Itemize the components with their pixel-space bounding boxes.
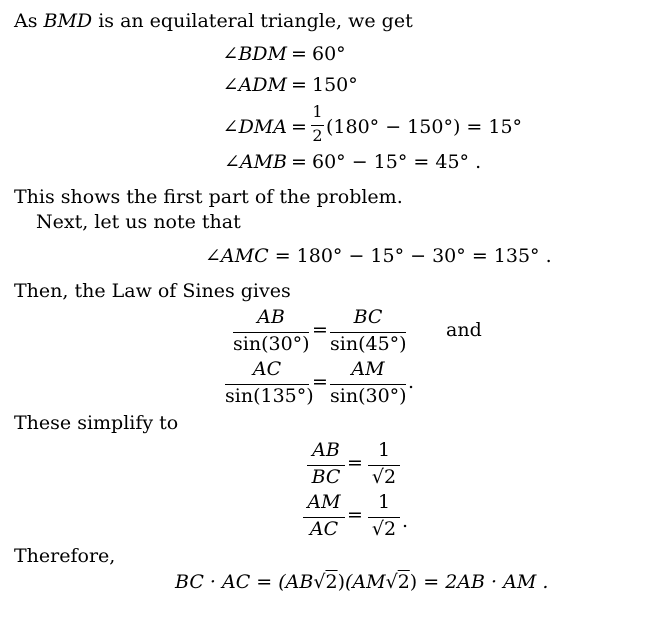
simp2-right-fraction bbox=[368, 493, 400, 541]
los1-rel: = bbox=[312, 319, 328, 341]
simp1-num-left: AB bbox=[312, 439, 340, 461]
final-equation bbox=[175, 573, 548, 592]
intro-post: is an equilateral triangle, we get bbox=[92, 10, 413, 32]
eq3-lhs: ∠DMA bbox=[222, 116, 287, 138]
intro-pre: As bbox=[14, 10, 44, 32]
paragraph-simplify: These simplify to bbox=[14, 412, 179, 434]
los2-rel: = bbox=[312, 371, 328, 393]
simp1-rel: = bbox=[347, 452, 363, 474]
simp1-den-left: BC bbox=[311, 466, 341, 488]
paragraph-first-part: This shows the first part of the problem. bbox=[14, 186, 403, 208]
eq3-frac-num: 1 bbox=[312, 102, 323, 121]
eq1-lhs: ∠BDM bbox=[222, 43, 287, 65]
paragraph-therefore: Therefore, bbox=[14, 545, 116, 567]
final-rhs: 2AB · AM . bbox=[445, 571, 549, 593]
los2-right-fraction bbox=[330, 360, 406, 406]
eq3-rhs: (180° − 150°) = 15° bbox=[326, 116, 523, 138]
eq5-line bbox=[205, 247, 552, 266]
los1-and: and bbox=[446, 319, 482, 341]
final-p2-arg: 2 bbox=[397, 571, 410, 593]
los2-left-fraction bbox=[225, 358, 314, 407]
simp1-num-right: 1 bbox=[377, 439, 391, 461]
los1-num-right: BC bbox=[353, 306, 383, 328]
eq1-rel: = bbox=[291, 43, 307, 65]
simp2-den-left: AC bbox=[309, 518, 339, 540]
final-lhs: BC · AC bbox=[175, 571, 251, 593]
final-p2-close: ) bbox=[409, 571, 418, 593]
eq3-frac-den: 2 bbox=[312, 126, 323, 145]
final-p2-open: (AM bbox=[344, 571, 386, 593]
final-p1-open: (AB bbox=[278, 571, 314, 593]
los2-den-right: sin(30°) bbox=[330, 385, 407, 407]
simp1-left-fraction bbox=[307, 441, 345, 487]
eq4-lhs: ∠AMB bbox=[223, 151, 287, 173]
los1-den-left: sin(30°) bbox=[233, 333, 310, 355]
eq3-half-fraction bbox=[311, 104, 324, 146]
sqrt-icon: √ bbox=[371, 518, 384, 540]
intro-line bbox=[14, 12, 413, 31]
eq5-lhs: ∠AMC bbox=[205, 245, 269, 267]
final-p1-close: ) bbox=[337, 571, 345, 593]
los1-left-fraction bbox=[233, 308, 309, 354]
simp2-sqrt-arg: 2 bbox=[384, 518, 397, 540]
eq2-rel: = bbox=[291, 74, 307, 96]
simp1-right-fraction bbox=[368, 441, 400, 489]
simp2-num-left: AM bbox=[307, 491, 341, 513]
sqrt-icon: √ bbox=[313, 571, 326, 593]
paragraph-law-of-sines: Then, the Law of Sines gives bbox=[14, 280, 291, 302]
sqrt-icon: √ bbox=[385, 571, 398, 593]
simp2-left-fraction bbox=[303, 493, 345, 539]
final-rel: = bbox=[256, 571, 273, 593]
simp1-sqrt-arg: 2 bbox=[384, 466, 397, 488]
eq4-rel: = bbox=[291, 151, 307, 173]
intro-triangle: BMD bbox=[43, 10, 93, 32]
los2-end: . bbox=[408, 371, 415, 393]
eq3-rel: = bbox=[291, 116, 307, 138]
los1-num-left: AB bbox=[257, 306, 285, 328]
eq2-lhs: ∠ADM bbox=[222, 74, 287, 96]
simp2-rel: = bbox=[347, 504, 363, 526]
simp2-num-right: 1 bbox=[377, 491, 391, 513]
eq2-rhs: 150° bbox=[312, 74, 358, 96]
paragraph-next: Next, let us note that bbox=[36, 211, 241, 233]
simp2-den-right bbox=[368, 520, 400, 539]
eq5-rel: = bbox=[274, 245, 291, 267]
los2-num-left: AC bbox=[252, 358, 282, 380]
los1-den-right: sin(45°) bbox=[330, 333, 407, 355]
los2-den-left: sin(135°) bbox=[225, 385, 314, 407]
simp1-den-right bbox=[368, 468, 400, 487]
eq5-rhs: 180° − 15° − 30° = 135° . bbox=[296, 245, 552, 267]
eq1-rhs: 60° bbox=[312, 43, 346, 65]
simp2-end: . bbox=[402, 510, 409, 532]
eq4-rhs: 60° − 15° = 45° . bbox=[312, 151, 482, 173]
los1-right-fraction bbox=[330, 308, 406, 354]
final-rel2: = bbox=[423, 571, 440, 593]
los2-num-right: AM bbox=[351, 358, 385, 380]
sqrt-icon: √ bbox=[371, 466, 384, 488]
final-p1-arg: 2 bbox=[325, 571, 338, 593]
